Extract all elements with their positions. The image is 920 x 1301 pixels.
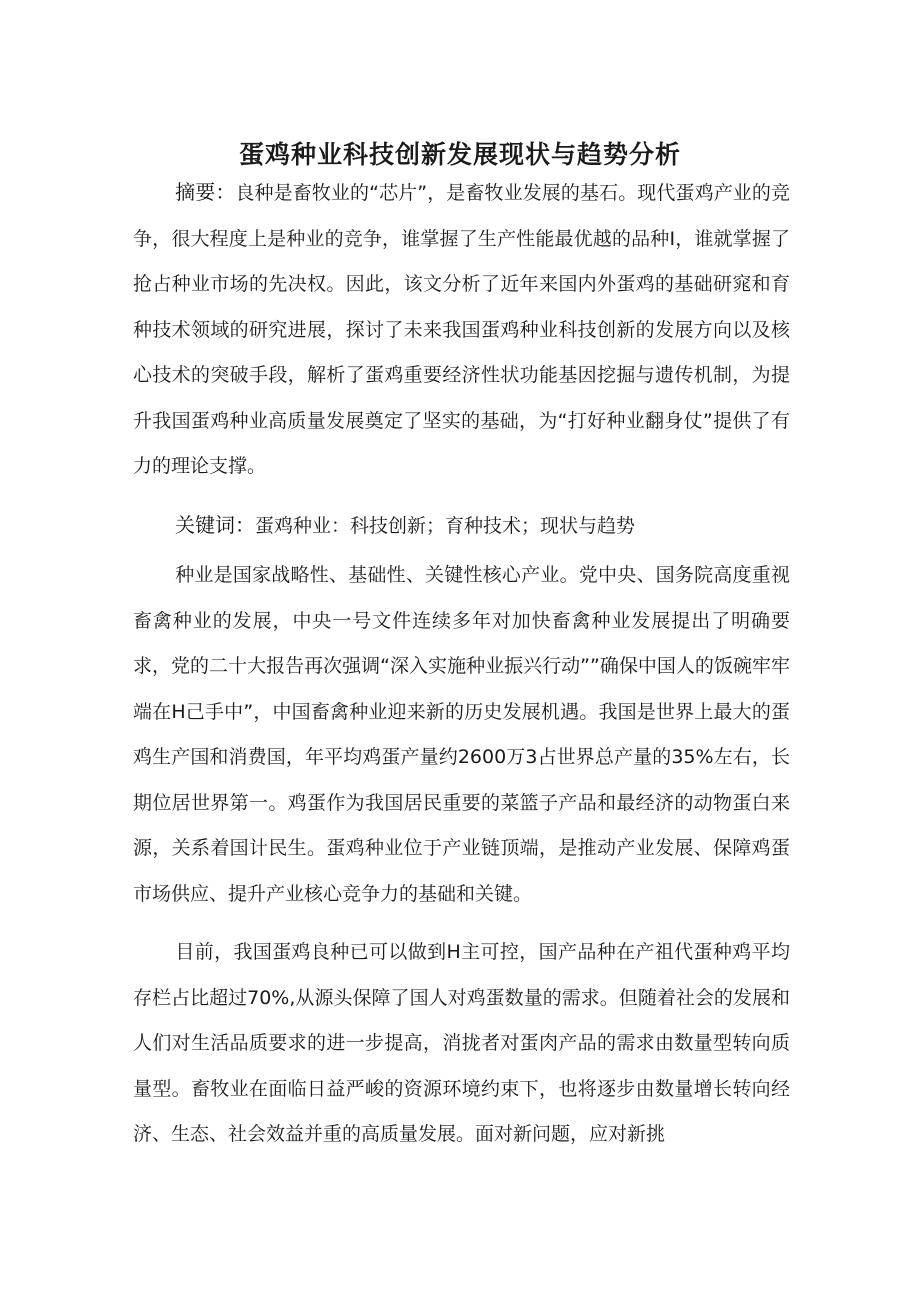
keywords-label: 关键词 — [175, 513, 235, 537]
abstract-separator: ： — [215, 180, 236, 204]
paragraph-indent — [133, 941, 175, 963]
keywords-indent — [133, 515, 175, 537]
abstract-paragraph — [133, 170, 790, 490]
paragraph-indent — [133, 564, 175, 586]
body-paragraph — [133, 930, 790, 1158]
keywords-paragraph — [133, 503, 790, 550]
paragraph-text: 种业是国家战略性、基础性、关键性核心产业。党中央、国务院高度重视畜禽种业的发展，中央一号文件连续多年对加快畜禽种业发展提出了明确要求，党的二十大报告再次强调“深入实施种业振兴行动””确保中国人的饭碗牢牢端在H己手中”，中国畜禽种业迎来新的历史发展机遇。我国是世界上最大的蛋鸡生产国和消费国，年平均鸡蛋产量约2600万3占世界总产量的35%左右，长期位居世界第一。鸡蛋作为我国居民重要的菜篮子产品和最经济的动物蛋白来源，关系着国计民生。蛋鸡种业位于产业链顶端，是推动产业发展、保障鸡蛋市场供应、提升产业核心竞争力的基础和关键。 — [133, 564, 790, 905]
body-paragraph — [133, 553, 790, 917]
paragraph-text: 目前，我国蛋鸡良种已可以做到H主可控，国产品种在产祖代蛋种鸡平均存栏占比超过70%,从源头保障了国人对鸡蛋数量的需求。但随着社会的发展和人们对生活品质要求的进一步提高，消拢者对蛋肉产品的需求由数量型转向质量型。畜牧业在面临日益严峻的资源环境约束下，也将逐步由数量增长转向经济、生态、社会效益并重的高质量发展。面对新问题，应对新挑 — [133, 941, 790, 1145]
keywords-separator: ： — [235, 513, 255, 537]
abstract-indent — [133, 182, 175, 204]
document-title: 蛋鸡种业科技创新发展现状与趋势分析 — [238, 139, 681, 169]
abstract-label: 摘要 — [175, 180, 216, 204]
keywords-text: 蛋鸡种业：科技创新；育种技术；现状与趋势 — [255, 515, 636, 537]
abstract-text: 良种是畜牧业的“芯片”，是畜牧业发展的基石。现代蛋鸡产业的竞争，很大程度上是种业的竞争，谁掌握了生产性能最优越的品种I，谁就掌握了抢占种业市场的先决权。因此，该文分析了近年来国内外蛋鸡的基础研窕和育种技术领域的研究进展，探讨了未来我国蛋鸡种业科技创新的发展方向以及核心技术的突破手段，解析了蛋鸡重要经济性状功能基因挖掘与遗传机制，为提升我国蛋鸡种业高质量发展奠定了坚实的基础，为“打好种业翻身仗”提供了有力的理论支撑。 — [133, 182, 791, 477]
